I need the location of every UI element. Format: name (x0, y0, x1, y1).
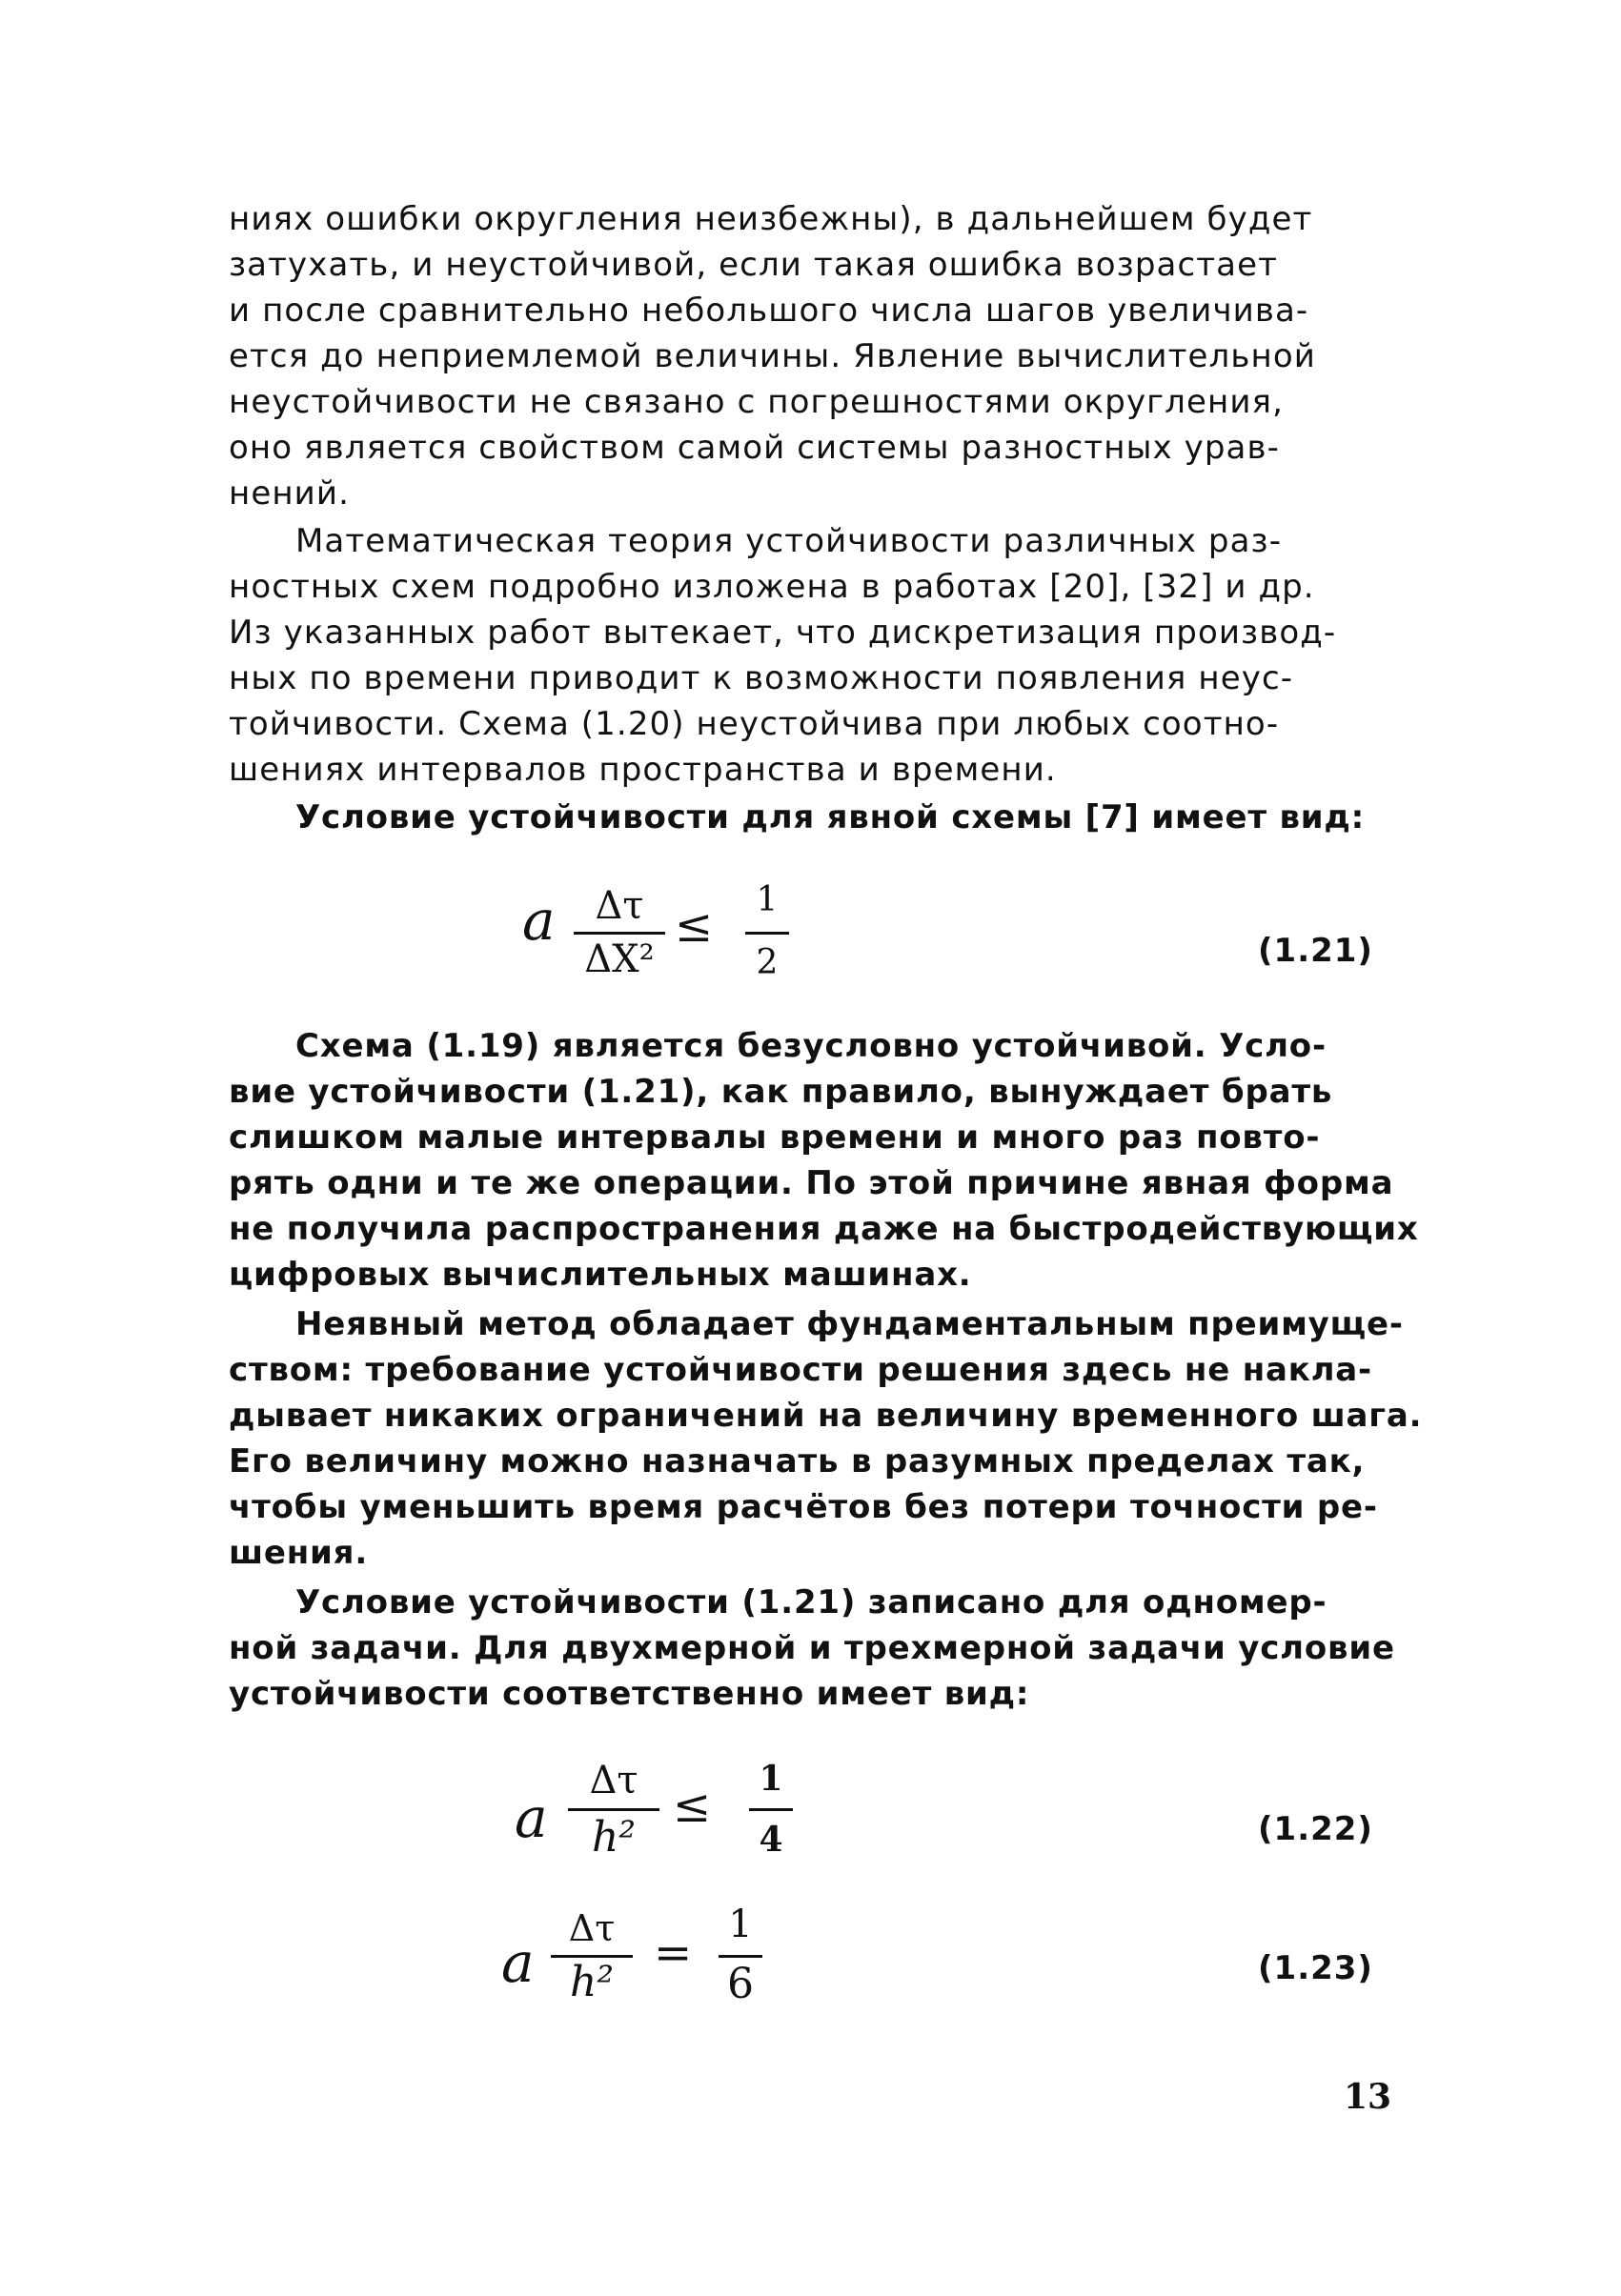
equation-denominator: h² (570, 1958, 614, 2006)
fraction-bar (568, 1808, 659, 1811)
text-line: вие устойчивости (1.21), как правило, вынуждает брать (229, 1073, 1333, 1111)
text-line: Математическая теория устойчивости различных раз- (295, 522, 1283, 560)
equation-numerator: Δτ (568, 1907, 616, 1949)
equation-numerator: Δτ (595, 884, 644, 928)
equation-coefficient: a (515, 1785, 548, 1850)
equation-denominator: h² (592, 1813, 636, 1862)
text-line: ством: требование устойчивости решения здесь не накла- (229, 1351, 1372, 1389)
equation-rhs-denominator: 4 (759, 1820, 783, 1860)
fraction-bar (745, 932, 789, 935)
equation-denominator: ΔX² (584, 937, 655, 981)
fraction-bar (749, 1808, 793, 1811)
text-line: Условие устойчивости для явной схемы [7] имеет вид: (295, 798, 1366, 836)
text-line: Из указанных работ вытекает, что дискретизация производ- (229, 614, 1337, 652)
page-number: 13 (1344, 2077, 1392, 2117)
equation-rhs-numerator: 1 (756, 880, 779, 919)
text-line: рять одни и те же операции. По этой причине явная форма (229, 1164, 1394, 1202)
text-line: Схема (1.19) является безусловно устойчивой. Усло- (295, 1027, 1327, 1065)
equation-rhs-denominator: 2 (756, 943, 779, 982)
text-line: ных по времени приводит к возможности появления неус- (229, 659, 1294, 697)
text-line: шения. (229, 1534, 369, 1572)
text-line: Его величину можно назначать в разумных пределах так, (229, 1442, 1366, 1480)
text-line: и после сравнительно небольшого числа шагов увеличива- (229, 292, 1309, 330)
fraction-bar (574, 932, 665, 935)
equation-relation: ≤ (675, 899, 714, 953)
equation-number: (1.22) (1258, 1810, 1373, 1848)
text-line: дывает никаких ограничений на величину временного шага. (229, 1397, 1423, 1435)
text-line: оно является свойством самой системы разностных урав- (229, 429, 1280, 467)
equation-number: (1.21) (1258, 932, 1373, 970)
equation-relation: ≤ (673, 1780, 712, 1833)
equation-numerator: Δτ (589, 1759, 638, 1803)
text-line: нений. (229, 474, 350, 513)
text-line: тойчивости. Схема (1.20) неустойчива при любых соотно- (229, 705, 1280, 743)
text-line: слишком малые интервалы времени и много раз повто- (229, 1118, 1321, 1157)
text-line: ниях ошибки округления неизбежны), в дальнейшем будет (229, 200, 1313, 238)
equation-rhs-numerator: 1 (728, 1903, 753, 1946)
text-line: ностных схем подробно изложена в работах [20], [32] и др. (229, 568, 1315, 606)
text-line: затухать, и неустойчивой, если такая ошибка возрастает (229, 246, 1279, 284)
fraction-bar (719, 1955, 762, 1958)
text-line: устойчивости соответственно имеет вид: (229, 1675, 1030, 1713)
text-line: Неявный метод обладает фундаментальным преимуще- (295, 1305, 1404, 1343)
text-line: шениях интервалов пространства и времени. (229, 751, 1057, 789)
text-line: ной задачи. Для двухмерной и трехмерной задачи условие (229, 1629, 1395, 1667)
equation-coefficient: a (501, 1930, 535, 1995)
text-line: не получила распространения даже на быстродействующих (229, 1210, 1419, 1248)
equation-relation: = (654, 1926, 693, 1980)
text-line: неустойчивости не связано с погрешностями округления, (229, 383, 1284, 421)
text-line: ется до неприемлемой величины. Явление вычислительной (229, 337, 1316, 375)
equation-rhs-denominator: 6 (727, 1960, 754, 2008)
equation-rhs-numerator: 1 (759, 1759, 783, 1799)
equation-coefficient: a (522, 888, 556, 953)
text-line: цифровых вычислительных машинах. (229, 1256, 972, 1294)
equation-number: (1.23) (1258, 1949, 1373, 1987)
text-line: чтобы уменьшить время расчётов без потери точности ре- (229, 1488, 1378, 1526)
text-line: Условие устойчивости (1.21) записано для одномер- (295, 1583, 1327, 1621)
